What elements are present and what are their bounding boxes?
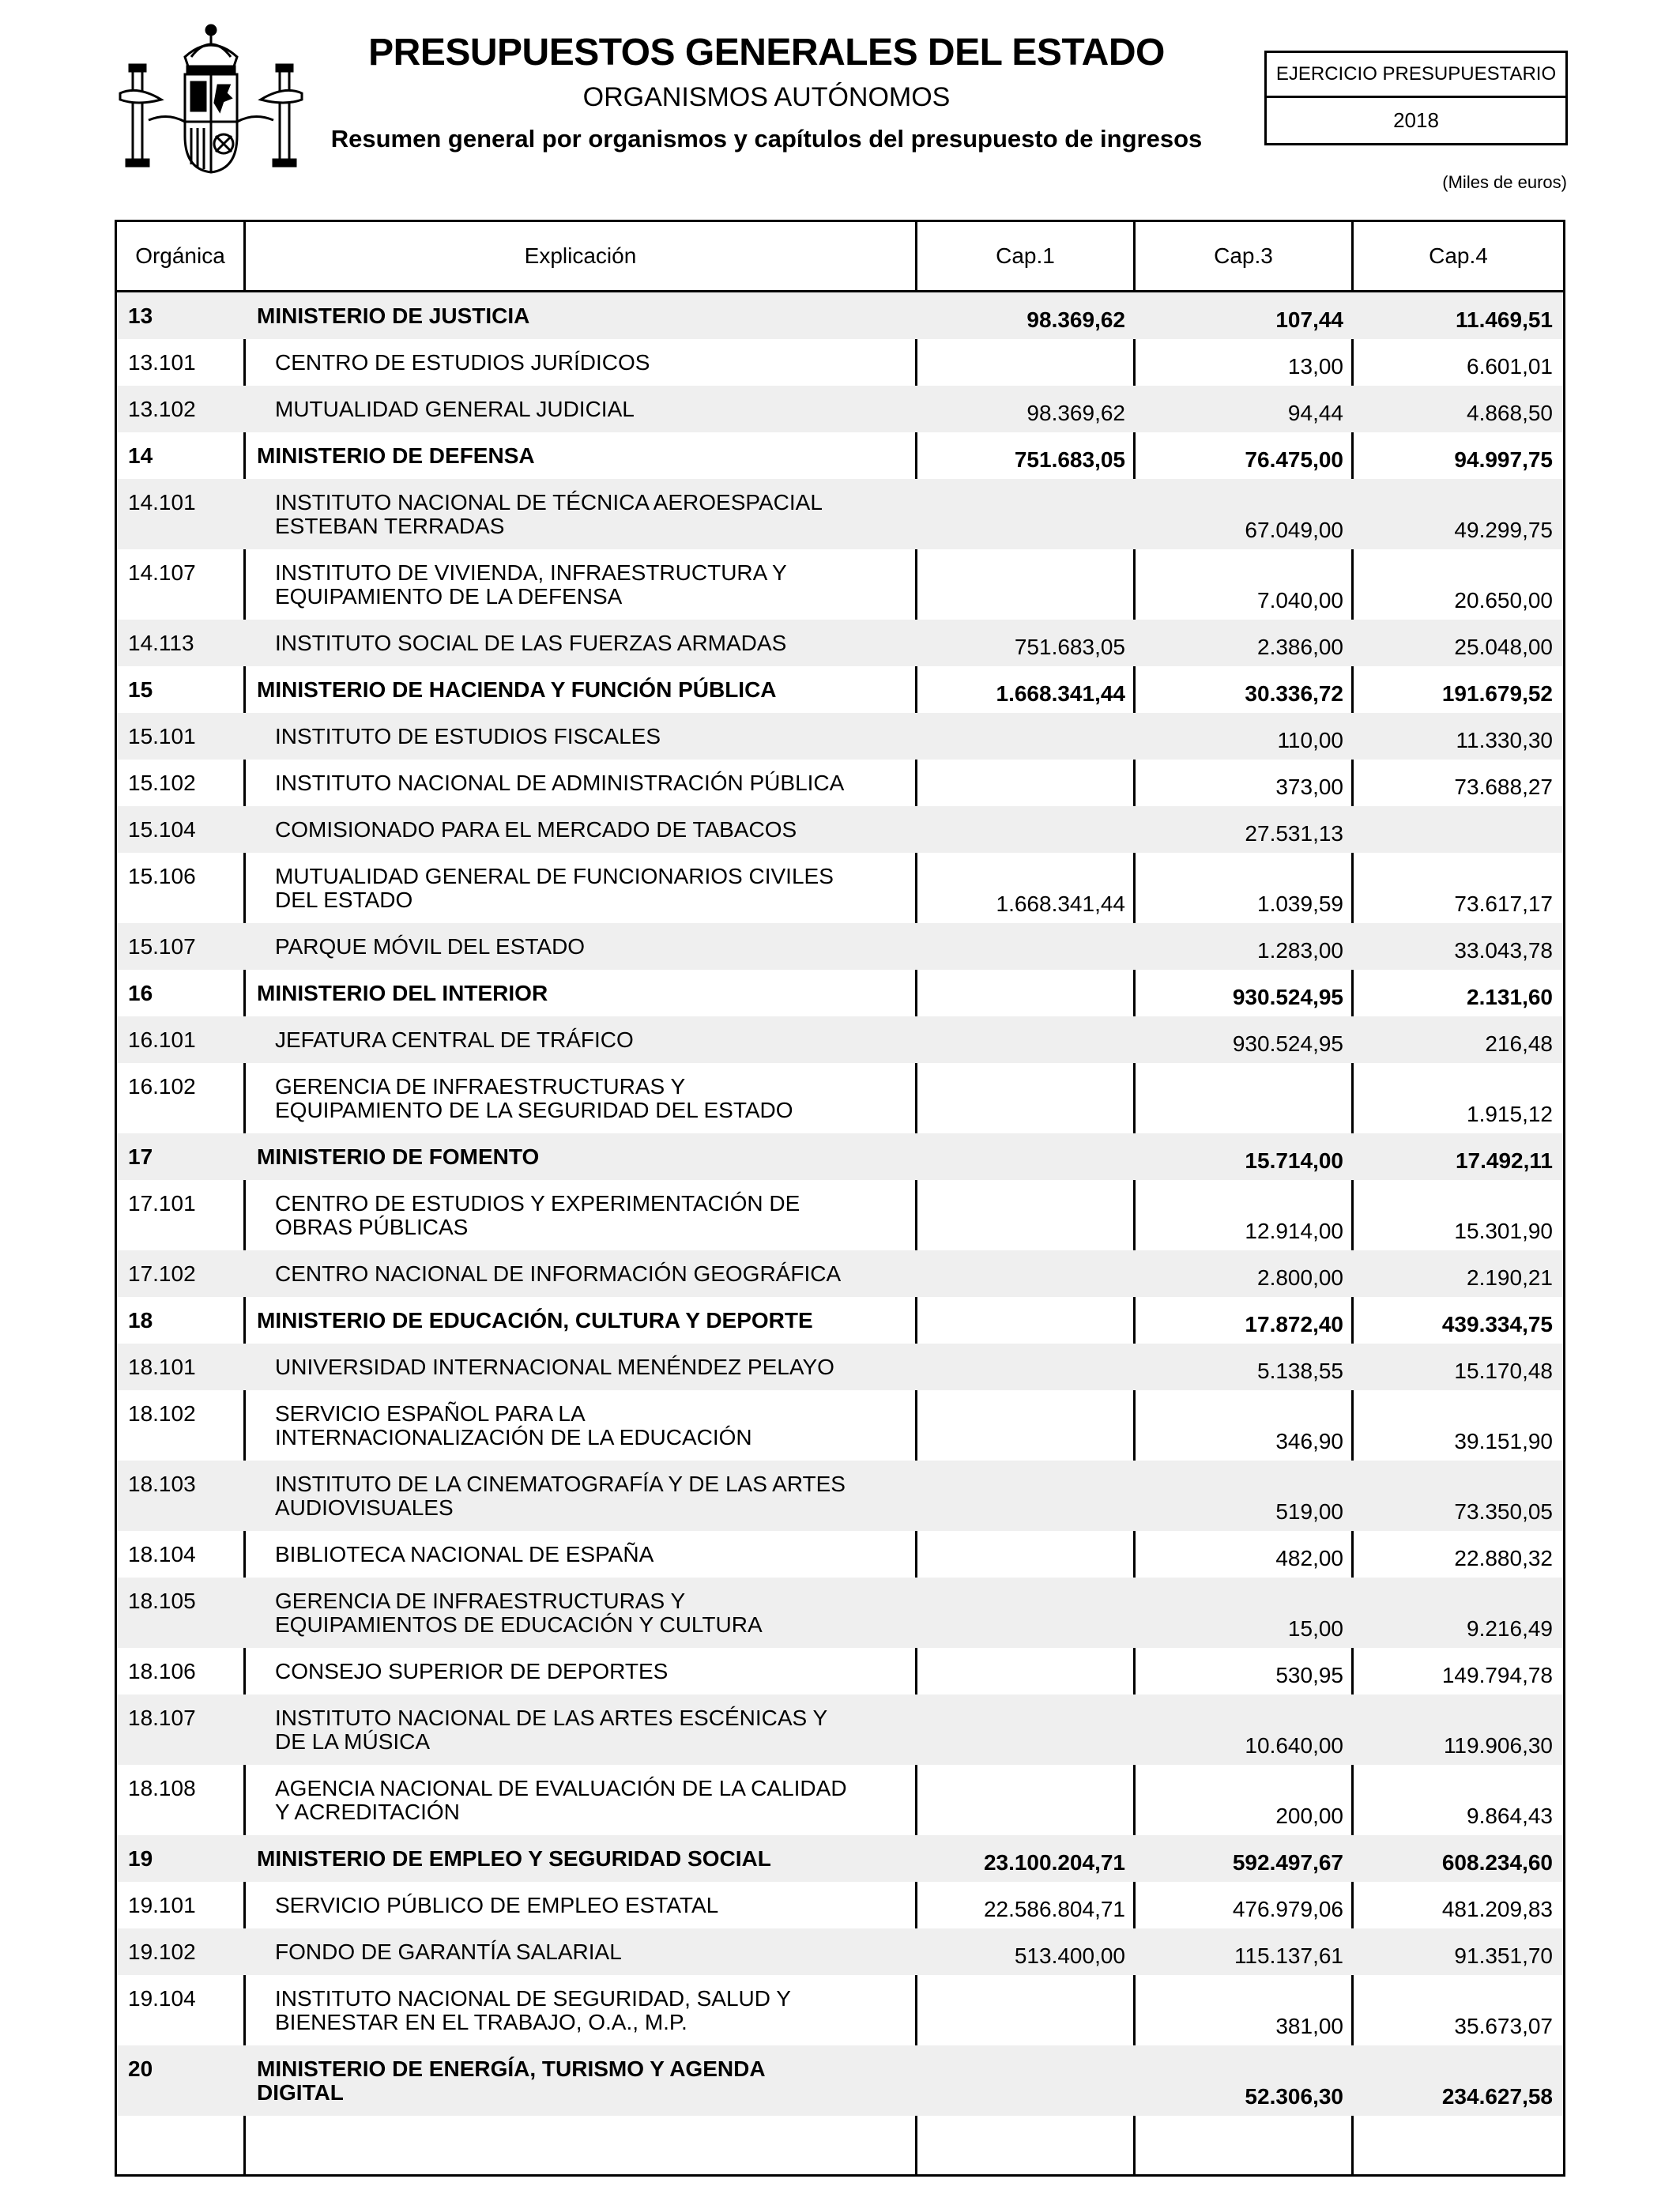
table-row [117, 2045, 1563, 2116]
table-row [117, 713, 1563, 760]
cap4-amount: 149.794,78 [1441, 1663, 1553, 1687]
cap4-amount: 9.216,49 [1467, 1616, 1553, 1641]
organica-code: 20 [128, 2056, 153, 2081]
table-header [117, 222, 1563, 292]
organica-code: 17 [128, 1144, 153, 1169]
organica-code: 19.102 [128, 1940, 196, 1964]
cap4-amount: 11.469,51 [1455, 307, 1553, 332]
cap3-amount: 52.306,30 [1245, 2084, 1343, 2109]
table-row [117, 760, 1563, 806]
cap4-amount: 22.880,32 [1454, 1546, 1553, 1570]
cap3-amount: 110,00 [1277, 728, 1343, 752]
cap3-amount: 13,00 [1287, 354, 1343, 379]
explicacion-text: GERENCIA DE INFRAESTRUCTURAS Y EQUIPAMIENTO DE LA SEGURIDAD DEL ESTADO [275, 1074, 793, 1122]
table-row [117, 1882, 1563, 1928]
table-row [117, 1835, 1563, 1882]
explicacion-text: COMISIONADO PARA EL MERCADO DE TABACOS [275, 817, 797, 842]
cap3-amount: 17.872,40 [1245, 1312, 1343, 1336]
organica-code: 19.101 [128, 1893, 196, 1917]
explicacion-text: MINISTERIO DE HACIENDA Y FUNCIÓN PÚBLICA [257, 677, 777, 702]
table-row [117, 620, 1563, 666]
cap3-amount: 346,90 [1275, 1429, 1343, 1453]
table-row [117, 386, 1563, 432]
cap3-amount: 930.524,95 [1232, 985, 1343, 1009]
explicacion-text: CONSEJO SUPERIOR DE DEPORTES [275, 1659, 669, 1683]
cap3-amount: 115.137,61 [1234, 1943, 1343, 1968]
explicacion-text: MINISTERIO DE JUSTICIA [257, 303, 530, 328]
organica-code: 15.102 [128, 771, 196, 795]
cap4-amount: 6.601,01 [1467, 354, 1553, 379]
table-row [117, 806, 1563, 853]
cap3-amount: 27.531,13 [1245, 821, 1343, 846]
column-header-cap1: Cap.1 [996, 243, 1055, 268]
table-row [117, 1390, 1563, 1461]
explicacion-text: INSTITUTO DE VIVIENDA, INFRAESTRUCTURA Y EQUIPAMIENTO DE LA DEFENSA [275, 560, 787, 609]
document-header [316, 30, 1217, 156]
table-row [117, 339, 1563, 386]
cap4-amount: 481.209,83 [1441, 1897, 1553, 1921]
cap3-amount: 519,00 [1275, 1499, 1343, 1524]
cap3-amount: 30.336,72 [1245, 681, 1343, 706]
organica-code: 19.104 [128, 1986, 196, 2011]
organica-code: 18.106 [128, 1659, 196, 1683]
exercise-box [1264, 51, 1568, 145]
organica-code: 18.108 [128, 1776, 196, 1800]
organica-code: 13.101 [128, 350, 196, 375]
table-row [117, 923, 1563, 970]
document-title: PRESUPUESTOS GENERALES DEL ESTADO [368, 32, 1165, 74]
organica-code: 13 [128, 303, 153, 328]
organica-code: 16.101 [128, 1027, 196, 1052]
budget-table [115, 220, 1565, 2177]
cap3-amount: 1.039,59 [1257, 892, 1343, 916]
table-row [117, 1297, 1563, 1344]
explicacion-text: INSTITUTO NACIONAL DE SEGURIDAD, SALUD Y BIENESTAR EN EL TRABAJO, O.A., M.P. [275, 1986, 791, 2034]
organica-code: 16 [128, 981, 153, 1005]
cap4-amount: 2.190,21 [1467, 1265, 1553, 1290]
cap1-amount: 513.400,00 [1014, 1943, 1125, 1968]
column-header-cap4: Cap.4 [1429, 243, 1488, 268]
cap3-amount: 373,00 [1275, 775, 1343, 799]
cap4-amount: 20.650,00 [1454, 588, 1553, 613]
cap1-amount: 1.668.341,44 [996, 681, 1125, 706]
explicacion-text: MINISTERIO DE DEFENSA [257, 443, 535, 468]
organica-code: 16.102 [128, 1074, 196, 1099]
cap4-amount: 2.131,60 [1467, 985, 1553, 1009]
organica-code: 14 [128, 443, 153, 468]
explicacion-text: CENTRO DE ESTUDIOS JURÍDICOS [275, 350, 650, 375]
document-subtitle: ORGANISMOS AUTÓNOMOS [582, 82, 951, 112]
cap3-amount: 482,00 [1275, 1546, 1343, 1570]
cap4-amount: 216,48 [1485, 1031, 1553, 1056]
column-header-cap3: Cap.3 [1214, 243, 1273, 268]
table-row [117, 1016, 1563, 1063]
cap3-amount: 2.386,00 [1257, 635, 1343, 659]
organica-code: 17.102 [128, 1261, 196, 1286]
explicacion-text: SERVICIO PÚBLICO DE EMPLEO ESTATAL [275, 1893, 719, 1917]
organica-code: 18.104 [128, 1542, 196, 1566]
organica-code: 15.104 [128, 817, 196, 842]
cap4-amount: 25.048,00 [1454, 635, 1553, 659]
table-row [117, 1578, 1563, 1648]
organica-code: 15.101 [128, 724, 196, 748]
cap4-amount: 49.299,75 [1454, 518, 1553, 542]
cap4-amount: 94.997,75 [1454, 447, 1553, 472]
organica-code: 14.101 [128, 490, 196, 515]
cap4-amount: 35.673,07 [1454, 2014, 1553, 2038]
cap4-amount: 4.868,50 [1467, 401, 1553, 425]
explicacion-text: INSTITUTO DE ESTUDIOS FISCALES [275, 724, 661, 748]
table-row [117, 1975, 1563, 2045]
cap4-amount: 191.679,52 [1441, 681, 1553, 706]
cap3-amount: 530,95 [1275, 1663, 1343, 1687]
cap3-amount: 12.914,00 [1245, 1219, 1343, 1243]
table-body [117, 292, 1563, 2116]
cap1-amount: 22.586.804,71 [983, 1897, 1125, 1921]
cap3-amount: 1.283,00 [1257, 938, 1343, 963]
explicacion-text: MUTUALIDAD GENERAL JUDICIAL [275, 397, 635, 421]
cap3-amount: 2.800,00 [1257, 1265, 1343, 1290]
organica-code: 18.107 [128, 1706, 196, 1730]
units-note: (Miles de euros) [1442, 172, 1567, 192]
cap3-amount: 930.524,95 [1232, 1031, 1343, 1056]
cap3-amount: 200,00 [1275, 1804, 1343, 1828]
cap3-amount: 67.049,00 [1245, 518, 1343, 542]
cap4-amount: 91.351,70 [1454, 1943, 1553, 1968]
explicacion-text: PARQUE MÓVIL DEL ESTADO [275, 934, 586, 959]
explicacion-text: INSTITUTO DE LA CINEMATOGRAFÍA Y DE LAS ARTES AUDIOVISUALES [275, 1472, 846, 1520]
cap1-amount: 751.683,05 [1014, 635, 1125, 659]
cap3-amount: 76.475,00 [1245, 447, 1343, 472]
cap4-amount: 608.234,60 [1441, 1850, 1553, 1875]
table-row [117, 1180, 1563, 1250]
explicacion-text: MINISTERIO DEL INTERIOR [257, 981, 548, 1005]
cap4-amount: 73.688,27 [1454, 775, 1553, 799]
cap3-amount: 107,44 [1275, 307, 1343, 332]
cap4-amount: 234.627,58 [1441, 2084, 1553, 2109]
cap3-amount: 15.714,00 [1245, 1148, 1343, 1173]
cap1-amount: 1.668.341,44 [996, 892, 1125, 916]
table-row [117, 1250, 1563, 1297]
organica-code: 18.103 [128, 1472, 196, 1496]
cap1-amount: 23.100.204,71 [983, 1850, 1125, 1875]
explicacion-text: MUTUALIDAD GENERAL DE FUNCIONARIOS CIVILES DEL ESTADO [275, 864, 834, 912]
table-row [117, 1063, 1563, 1133]
explicacion-text: CENTRO NACIONAL DE INFORMACIÓN GEOGRÁFICA [275, 1261, 842, 1286]
cap1-amount: 98.369,62 [1026, 401, 1125, 425]
exercise-label: EJERCICIO PRESUPUESTARIO [1267, 53, 1565, 98]
table-row [117, 1344, 1563, 1390]
cap4-amount: 17.492,11 [1455, 1148, 1553, 1173]
cap4-amount: 119.906,30 [1443, 1733, 1553, 1758]
cap4-amount: 73.617,17 [1454, 892, 1553, 916]
cap3-amount: 476.979,06 [1232, 1897, 1343, 1921]
table-row [117, 1928, 1563, 1975]
explicacion-text: MINISTERIO DE ENERGÍA, TURISMO Y AGENDA DIGITAL [257, 2056, 766, 2105]
cap4-amount: 15.170,48 [1454, 1359, 1553, 1383]
explicacion-text: MINISTERIO DE FOMENTO [257, 1144, 540, 1169]
document-description: Resumen general por organismos y capítulos del presupuesto de ingresos [330, 125, 1203, 153]
exercise-year: 2018 [1393, 108, 1439, 132]
table-row [117, 432, 1563, 479]
table-row [117, 853, 1563, 923]
cap3-amount: 10.640,00 [1245, 1733, 1343, 1758]
explicacion-text: FONDO DE GARANTÍA SALARIAL [275, 1940, 622, 1964]
organica-code: 15 [128, 677, 153, 702]
explicacion-text: INSTITUTO NACIONAL DE TÉCNICA AEROESPACIAL ESTEBAN TERRADAS [275, 490, 823, 538]
cap3-amount: 381,00 [1275, 2014, 1343, 2038]
explicacion-text: UNIVERSIDAD INTERNACIONAL MENÉNDEZ PELAYO [275, 1355, 834, 1379]
table-row [117, 479, 1563, 549]
cap4-amount: 15.301,90 [1454, 1219, 1553, 1243]
organica-code: 17.101 [128, 1191, 196, 1216]
table-row [117, 1461, 1563, 1531]
explicacion-text: INSTITUTO NACIONAL DE ADMINISTRACIÓN PÚBLICA [275, 771, 845, 795]
table-row [117, 549, 1563, 620]
organica-code: 18.105 [128, 1589, 196, 1613]
column-header-explicacion: Explicación [524, 243, 637, 268]
explicacion-text: INSTITUTO NACIONAL DE LAS ARTES ESCÉNICAS Y DE LA MÚSICA [275, 1706, 828, 1754]
cap4-amount: 11.330,30 [1456, 728, 1553, 752]
organica-code: 15.107 [128, 934, 196, 959]
explicacion-text: BIBLIOTECA NACIONAL DE ESPAÑA [275, 1542, 654, 1566]
cap4-amount: 9.864,43 [1467, 1804, 1553, 1828]
cap4-amount: 439.334,75 [1441, 1312, 1553, 1336]
column-header-organica: Orgánica [135, 243, 225, 268]
cap3-amount: 592.497,67 [1232, 1850, 1343, 1875]
cap1-amount: 98.369,62 [1026, 307, 1125, 332]
cap4-amount: 33.043,78 [1454, 938, 1553, 963]
table-row [117, 1765, 1563, 1835]
cap4-amount: 73.350,05 [1454, 1499, 1553, 1524]
table-row [117, 1133, 1563, 1180]
explicacion-text: SERVICIO ESPAÑOL PARA LA INTERNACIONALIZACIÓN DE LA EDUCACIÓN [275, 1401, 752, 1449]
explicacion-text: JEFATURA CENTRAL DE TRÁFICO [275, 1027, 634, 1052]
spain-coat-of-arms-icon [112, 17, 310, 175]
organica-code: 14.107 [128, 560, 196, 585]
cap3-amount: 7.040,00 [1257, 588, 1343, 613]
organica-code: 18.102 [128, 1401, 196, 1426]
table-row [117, 1648, 1563, 1695]
organica-code: 15.106 [128, 864, 196, 888]
explicacion-text: MINISTERIO DE EDUCACIÓN, CULTURA Y DEPORTE [257, 1308, 813, 1333]
table-row [117, 666, 1563, 713]
explicacion-text: AGENCIA NACIONAL DE EVALUACIÓN DE LA CALIDAD Y ACREDITACIÓN [275, 1776, 847, 1824]
cap1-amount: 751.683,05 [1014, 447, 1125, 472]
table-row [117, 970, 1563, 1016]
organica-code: 18 [128, 1308, 153, 1333]
table-row [117, 292, 1563, 339]
cap3-amount: 5.138,55 [1257, 1359, 1343, 1383]
cap4-amount: 1.915,12 [1467, 1102, 1553, 1126]
table-row [117, 1695, 1563, 1765]
explicacion-text: INSTITUTO SOCIAL DE LAS FUERZAS ARMADAS [275, 631, 787, 655]
organica-code: 13.102 [128, 397, 196, 421]
table-row [117, 1531, 1563, 1578]
organica-code: 19 [128, 1846, 153, 1871]
cap4-amount: 39.151,90 [1454, 1429, 1553, 1453]
explicacion-text: MINISTERIO DE EMPLEO Y SEGURIDAD SOCIAL [257, 1846, 771, 1871]
explicacion-text: GERENCIA DE INFRAESTRUCTURAS Y EQUIPAMIENTOS DE EDUCACIÓN Y CULTURA [275, 1589, 763, 1637]
organica-code: 18.101 [128, 1355, 196, 1379]
explicacion-text: CENTRO DE ESTUDIOS Y EXPERIMENTACIÓN DE OBRAS PÚBLICAS [275, 1191, 800, 1239]
organica-code: 14.113 [128, 631, 194, 655]
cap3-amount: 94,44 [1287, 401, 1343, 425]
cap3-amount: 15,00 [1287, 1616, 1343, 1641]
